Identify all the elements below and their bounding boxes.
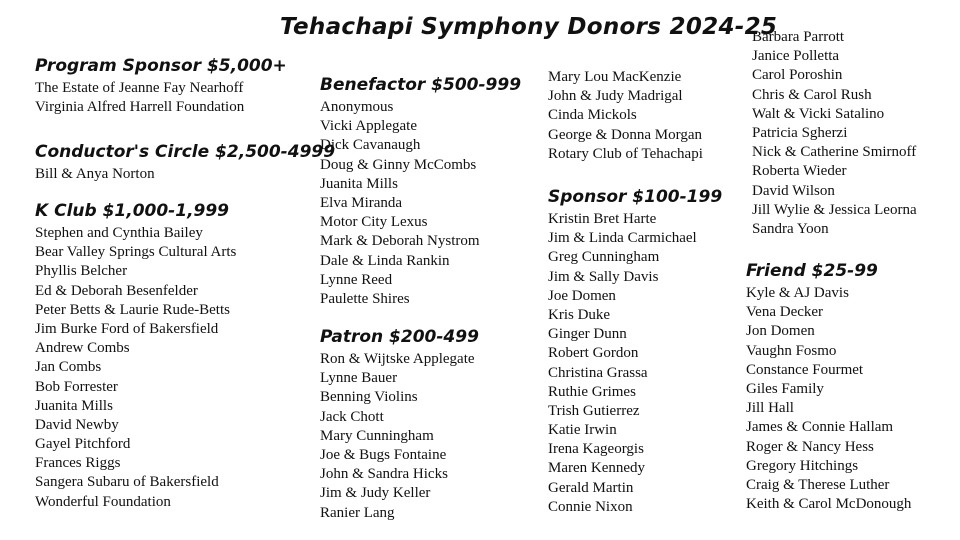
donor-name: Ginger Dunn: [548, 326, 627, 343]
donor-name: Patricia Sgherzi: [752, 124, 848, 141]
section-sponsor: [548, 184, 722, 517]
section-heading: Sponsor $100-199: [548, 187, 723, 207]
donor-name: Gayel Pitchford: [35, 436, 131, 453]
donor-name: Kyle & AJ Davis: [746, 285, 849, 301]
donor-name: Robert Gordon: [548, 345, 639, 362]
donor-list: [320, 350, 479, 523]
donor-name: Walt & Vicki Satalino: [752, 105, 885, 122]
donor-name: Connie Nixon: [548, 498, 633, 515]
donor-name: Juanita Mills: [35, 397, 113, 414]
donor-name: Giles Family: [746, 380, 824, 397]
donor-list: [320, 98, 521, 309]
donor-name: Sandra Yoon: [752, 220, 829, 237]
section-k-club: [35, 198, 236, 512]
donor-name: Jim & Judy Keller: [320, 485, 431, 502]
donor-name: Vicki Applegate: [320, 118, 417, 135]
donor-name: John & Judy Madrigal: [548, 88, 683, 105]
donor-name: Jill Wylie & Jessica Leorna: [752, 201, 917, 218]
donor-name: Carol Poroshin: [752, 67, 843, 84]
donor-name: Jon Domen: [746, 323, 815, 340]
donor-name: Kristin Bret Harte: [548, 211, 657, 227]
donor-name: Dale & Linda Rankin: [320, 252, 450, 269]
donor-name: Joe Domen: [548, 287, 616, 304]
donor-name: Trish Gutierrez: [548, 402, 640, 419]
donor-list: [746, 284, 911, 514]
donor-name: Greg Cunningham: [548, 249, 660, 266]
donor-list: [35, 224, 236, 512]
section-heading: Conductor's Circle $2,500-4999: [35, 142, 336, 162]
donor-name: The Estate of Jeanne Fay Nearhoff: [35, 80, 244, 96]
donor-list: [548, 68, 703, 164]
section-friend: [746, 258, 911, 514]
donor-name: Benning Violins: [320, 389, 418, 406]
donor-name: Lynne Bauer: [320, 370, 398, 387]
donor-name: Keith & Carol McDonough: [746, 496, 912, 513]
donor-name: Constance Fourmet: [746, 361, 864, 378]
donor-name: Roger & Nancy Hess: [746, 438, 874, 455]
donor-name: Kris Duke: [548, 306, 611, 323]
donor-name: Mary Lou MacKenzie: [548, 69, 682, 85]
donor-list: [35, 79, 287, 117]
donor-list: [548, 210, 722, 517]
donor-name: Jack Chott: [320, 408, 384, 425]
donor-name: Joe & Bugs Fontaine: [320, 446, 447, 463]
donor-name: Mary Cunningham: [320, 427, 434, 444]
section-heading: Benefactor $500-999: [320, 75, 522, 95]
donor-name: Stephen and Cynthia Bailey: [35, 225, 203, 241]
donor-name: Ranier Lang: [320, 504, 395, 521]
donor-name: Elva Miranda: [320, 194, 403, 211]
donor-name: Peter Betts & Laurie Rude-Betts: [35, 301, 230, 318]
section-conductors-circle: [35, 139, 335, 184]
donor-name: Katie Irwin: [548, 422, 617, 439]
donor-name: Doug & Ginny McCombs: [320, 156, 477, 173]
donor-name: Christina Grassa: [548, 364, 648, 381]
donor-name: David Wilson: [752, 182, 835, 199]
donor-name: Jan Combs: [35, 359, 102, 376]
donor-name: Ron & Wijtske Applegate: [320, 351, 475, 367]
donor-name: Bear Valley Springs Cultural Arts: [35, 244, 237, 261]
donor-name: Ed & Deborah Besenfelder: [35, 282, 198, 299]
donor-name: Maren Kennedy: [548, 460, 646, 477]
donor-name: Mark & Deborah Nystrom: [320, 233, 480, 250]
donor-name: Frances Riggs: [35, 455, 121, 472]
section-sponsor-continued: [752, 28, 917, 239]
donor-name: Anonymous: [320, 99, 394, 115]
section-heading: Friend $25-99: [746, 261, 878, 281]
donor-name: Rotary Club of Tehachapi: [548, 145, 703, 162]
donor-name: Wonderful Foundation: [35, 493, 171, 510]
donor-name: Andrew Combs: [35, 340, 130, 357]
donor-name: Chris & Carol Rush: [752, 86, 872, 103]
donor-name: Virginia Alfred Harrell Foundation: [35, 99, 245, 116]
donor-name: James & Connie Hallam: [746, 419, 894, 436]
donor-name: Jim Burke Ford of Bakersfield: [35, 320, 219, 337]
donor-name: Dick Cavanaugh: [320, 137, 421, 154]
donor-name: Juanita Mills: [320, 175, 398, 192]
donor-name: Gregory Hitchings: [746, 457, 859, 474]
donor-name: Jim & Sally Davis: [548, 268, 659, 285]
donor-name: Bob Forrester: [35, 378, 118, 395]
donor-name: Craig & Therese Luther: [746, 476, 890, 493]
donor-name: Jill Hall: [746, 400, 794, 417]
donor-name: Phyllis Belcher: [35, 263, 128, 280]
section-patron-continued: [548, 68, 703, 164]
donor-list: [752, 28, 917, 239]
donor-name: Jim & Linda Carmichael: [548, 230, 697, 247]
donor-name: Gerald Martin: [548, 479, 634, 496]
donor-name: Roberta Wieder: [752, 163, 847, 180]
section-benefactor: [320, 72, 521, 309]
donor-name: Paulette Shires: [320, 290, 410, 307]
donor-name: Bill & Anya Norton: [35, 166, 155, 182]
donor-name: Janice Polletta: [752, 48, 840, 65]
donor-list: [35, 165, 335, 184]
donor-name: Nick & Catherine Smirnoff: [752, 144, 917, 161]
donor-name: Cinda Mickols: [548, 107, 637, 124]
donor-name: David Newby: [35, 416, 119, 433]
donor-name: Barbara Parrott: [752, 29, 845, 45]
section-heading: Patron $200-499: [320, 327, 479, 347]
donor-name: Irena Kageorgis: [548, 441, 644, 458]
section-patron: [320, 324, 479, 523]
donor-name: George & Donna Morgan: [548, 126, 702, 143]
section-program-sponsor: [35, 53, 287, 117]
donor-name: Lynne Reed: [320, 271, 393, 288]
donor-name: Vaughn Fosmo: [746, 342, 837, 359]
donor-name: Vena Decker: [746, 304, 824, 321]
donor-name: Sangera Subaru of Bakersfield: [35, 474, 219, 491]
section-heading: K Club $1,000-1,999: [35, 201, 230, 221]
donor-name: John & Sandra Hicks: [320, 466, 448, 483]
donor-name: Motor City Lexus: [320, 214, 428, 231]
donor-name: Ruthie Grimes: [548, 383, 636, 400]
page-title: Tehachapi Symphony Donors 2024-25: [280, 14, 778, 40]
section-heading: Program Sponsor $5,000+: [35, 56, 287, 76]
